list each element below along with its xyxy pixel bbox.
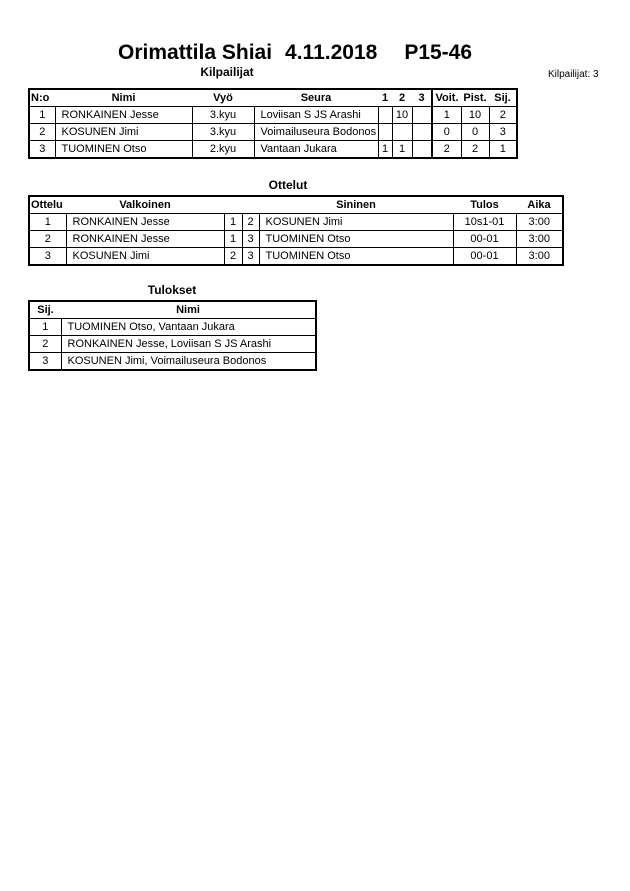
competitors-section-title: Kilpailijat <box>200 65 254 79</box>
header-match2: 2 <box>392 89 412 107</box>
cell-match1 <box>378 124 392 141</box>
cell-match1: 1 <box>378 141 392 159</box>
header-belt: Vyö <box>192 89 254 107</box>
event-name: Orimattila Shiai <box>118 41 273 64</box>
cell-club: Voimailuseura Bodonos <box>254 124 378 141</box>
result-row <box>29 319 316 336</box>
cell-wins: 0 <box>432 124 461 141</box>
header-match1: 1 <box>378 89 392 107</box>
cell-place: 2 <box>489 107 517 124</box>
cell-number: 2 <box>29 124 55 141</box>
competitors-table <box>28 88 518 159</box>
results-section-title: Tulokset <box>147 283 197 297</box>
cell-place: 3 <box>489 124 517 141</box>
cell-match-no: 1 <box>29 214 66 231</box>
cell-time: 3:00 <box>516 214 563 231</box>
header-empty <box>242 196 259 214</box>
cell-result: 10s1-01 <box>453 214 516 231</box>
cell-name-club: KOSUNEN Jimi, Voimailuseura Bodonos <box>61 353 316 371</box>
cell-blue-name: TUOMINEN Otso <box>259 231 453 248</box>
header-number: N:o <box>29 89 55 107</box>
cell-result: 00-01 <box>453 248 516 266</box>
competitor-row <box>29 124 517 141</box>
header-result: Tulos <box>453 196 516 214</box>
competitor-row <box>29 141 517 159</box>
cell-blue-no: 3 <box>242 231 259 248</box>
cell-time: 3:00 <box>516 248 563 266</box>
match-row <box>29 231 563 248</box>
results-header-row <box>29 301 316 319</box>
results-table <box>28 300 317 371</box>
result-row <box>29 353 316 371</box>
cell-points: 2 <box>461 141 489 159</box>
category-code: P15-46 <box>404 41 473 64</box>
cell-place: 1 <box>489 141 517 159</box>
cell-number: 1 <box>29 107 55 124</box>
cell-place: 3 <box>29 353 61 371</box>
page-title <box>118 41 472 65</box>
result-row <box>29 336 316 353</box>
cell-place: 2 <box>29 336 61 353</box>
cell-match-no: 3 <box>29 248 66 266</box>
competitors-count: Kilpailijat: 3 <box>548 69 599 80</box>
cell-match3 <box>412 107 432 124</box>
cell-white-no: 1 <box>224 231 242 248</box>
cell-blue-name: TUOMINEN Otso <box>259 248 453 266</box>
matches-table <box>28 195 564 266</box>
match-row <box>29 214 563 231</box>
header-name: Nimi <box>61 301 316 319</box>
matches-section-title: Ottelut <box>268 178 308 192</box>
cell-result: 00-01 <box>453 231 516 248</box>
cell-white-no: 1 <box>224 214 242 231</box>
matches-header-row <box>29 196 563 214</box>
event-date: 4.11.2018 <box>285 41 378 64</box>
header-place: Sij. <box>489 89 517 107</box>
header-points: Pist. <box>461 89 489 107</box>
header-club: Seura <box>254 89 378 107</box>
cell-name-club: RONKAINEN Jesse, Loviisan S JS Arashi <box>61 336 316 353</box>
header-wins: Voit. <box>432 89 461 107</box>
cell-belt: 3.kyu <box>192 124 254 141</box>
cell-match1 <box>378 107 392 124</box>
header-match-no: Ottelu <box>29 196 66 214</box>
cell-name: RONKAINEN Jesse <box>55 107 192 124</box>
cell-name: TUOMINEN Otso <box>55 141 192 159</box>
cell-white-name: KOSUNEN Jimi <box>66 248 224 266</box>
cell-number: 3 <box>29 141 55 159</box>
cell-blue-no: 2 <box>242 214 259 231</box>
header-empty <box>224 196 242 214</box>
header-match3: 3 <box>412 89 432 107</box>
cell-club: Vantaan Jukara <box>254 141 378 159</box>
header-blue: Sininen <box>259 196 453 214</box>
cell-name: KOSUNEN Jimi <box>55 124 192 141</box>
cell-match-no: 2 <box>29 231 66 248</box>
cell-time: 3:00 <box>516 231 563 248</box>
cell-match2: 1 <box>392 141 412 159</box>
competitor-row <box>29 107 517 124</box>
match-row <box>29 248 563 266</box>
cell-points: 0 <box>461 124 489 141</box>
header-place: Sij. <box>29 301 61 319</box>
competitors-header-row <box>29 89 517 107</box>
cell-match2: 10 <box>392 107 412 124</box>
cell-blue-no: 3 <box>242 248 259 266</box>
cell-white-no: 2 <box>224 248 242 266</box>
cell-match2 <box>392 124 412 141</box>
cell-name-club: TUOMINEN Otso, Vantaan Jukara <box>61 319 316 336</box>
cell-white-name: RONKAINEN Jesse <box>66 214 224 231</box>
cell-match3 <box>412 141 432 159</box>
cell-blue-name: KOSUNEN Jimi <box>259 214 453 231</box>
cell-place: 1 <box>29 319 61 336</box>
cell-points: 10 <box>461 107 489 124</box>
header-time: Aika <box>516 196 563 214</box>
cell-club: Loviisan S JS Arashi <box>254 107 378 124</box>
header-white: Valkoinen <box>66 196 224 214</box>
cell-belt: 3.kyu <box>192 107 254 124</box>
cell-wins: 1 <box>432 107 461 124</box>
cell-wins: 2 <box>432 141 461 159</box>
cell-white-name: RONKAINEN Jesse <box>66 231 224 248</box>
header-name: Nimi <box>55 89 192 107</box>
cell-belt: 2.kyu <box>192 141 254 159</box>
cell-match3 <box>412 124 432 141</box>
